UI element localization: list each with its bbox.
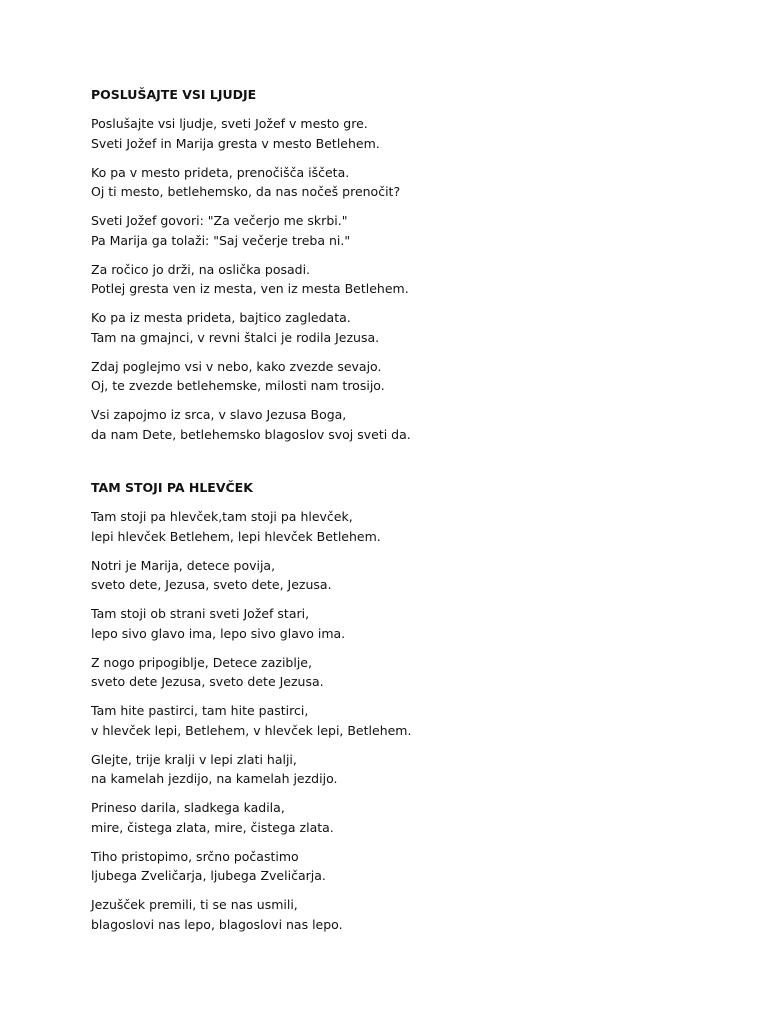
lyric-line: Sveti Jožef govori: "Za večerjo me skrbi." [91, 213, 348, 228]
stanza [91, 163, 691, 202]
stanza [91, 895, 691, 934]
lyric-line: Notri je Marija, detece povija, [91, 557, 276, 573]
lyric-line: Tam na gmajnci, v revni štalci je rodila Jezusa. [91, 329, 380, 345]
lyric-line: Vsi zapojmo iz srca, v slavo Jezusa Boga, [91, 407, 347, 422]
lyric-line: sveto dete Jezusa, sveto dete Jezusa. [91, 674, 324, 689]
lyric-line: Prineso darila, sladkega kadila, [91, 800, 285, 815]
stanza [91, 798, 691, 837]
lyric-line: sveto dete, Jezusa, sveto dete, Jezusa. [91, 577, 332, 592]
stanza [91, 308, 691, 347]
lyric-line: Zdaj poglejmo vsi v nebo, kako zvezde sevajo. [91, 358, 382, 374]
lyric-line: Tam stoji pa hlevček,tam stoji pa hlevček, [91, 509, 353, 524]
stanza [91, 260, 691, 299]
song-title: TAM STOJI PA HLEVČEK [91, 480, 253, 495]
lyric-line: Ko pa v mesto prideta, prenočišča iščeta. [91, 164, 350, 180]
lyric-line: v hlevček lepi, Betlehem, v hlevček lepi, Betlehem. [91, 722, 412, 738]
stanza [91, 556, 691, 595]
stanza [91, 847, 691, 886]
lyric-line: lepo sivo glavo ima, lepo sivo glavo ima. [91, 625, 346, 641]
lyric-line: Tam hite pastirci, tam hite pastirci, [91, 703, 309, 718]
stanza [91, 701, 691, 740]
song-tam-stoji-pa-hlevcek [91, 479, 691, 944]
lyric-line: Z nogo pripogiblje, Detece zaziblje, [91, 654, 312, 670]
lyric-line: Potlej gresta ven iz mesta, ven iz mesta Betlehem. [91, 281, 409, 296]
lyric-line: Ko pa iz mesta prideta, bajtico zagledata. [91, 310, 351, 325]
stanza [91, 653, 691, 692]
lyric-line: Poslušajte vsi ljudje, sveti Jožef v mesto gre. [91, 116, 368, 131]
lyric-line: lepi hlevček Betlehem, lepi hlevček Betlehem. [91, 528, 381, 544]
lyric-line: Sveti Jožef in Marija gresta v mesto Betlehem. [91, 135, 380, 151]
stanza [91, 507, 691, 546]
lyric-line: Oj, te zvezde betlehemske, milosti nam trosijo. [91, 378, 385, 393]
lyric-line: ljubega Zveličarja, ljubega Zveličarja. [91, 868, 326, 883]
lyric-line: Tam stoji ob strani sveti Jožef stari, [91, 606, 310, 621]
lyric-line: Oj ti mesto, betlehemsko, da nas nočeš prenočit? [91, 184, 401, 199]
stanza [91, 211, 691, 250]
stanza [91, 114, 691, 153]
lyric-line: mire, čistega zlata, mire, čistega zlata. [91, 819, 334, 835]
lyric-line: Tiho pristopimo, srčno počastimo [91, 848, 299, 864]
stanza [91, 750, 691, 789]
lyric-line: Pa Marija ga tolaži: "Saj večerje treba ni." [91, 232, 351, 248]
song-title: POSLUŠAJTE VSI LJUDJE [91, 87, 257, 102]
stanza [91, 604, 691, 643]
song-posluajte-vsi-ljudje [91, 86, 691, 454]
lyric-line: da nam Dete, betlehemsko blagoslov svoj sveti da. [91, 426, 411, 442]
lyric-line: Glejte, trije kralji v lepi zlati halji, [91, 751, 297, 767]
stanza [91, 357, 691, 396]
stanza [91, 405, 691, 444]
lyric-line: Za ročico jo drži, na oslička posadi. [91, 261, 311, 277]
lyric-line: na kamelah jezdijo, na kamelah jezdijo. [91, 771, 338, 786]
lyric-line: blagoslovi nas lepo, blagoslovi nas lepo. [91, 916, 343, 932]
lyric-line: Jezušček premili, ti se nas usmili, [91, 897, 298, 912]
